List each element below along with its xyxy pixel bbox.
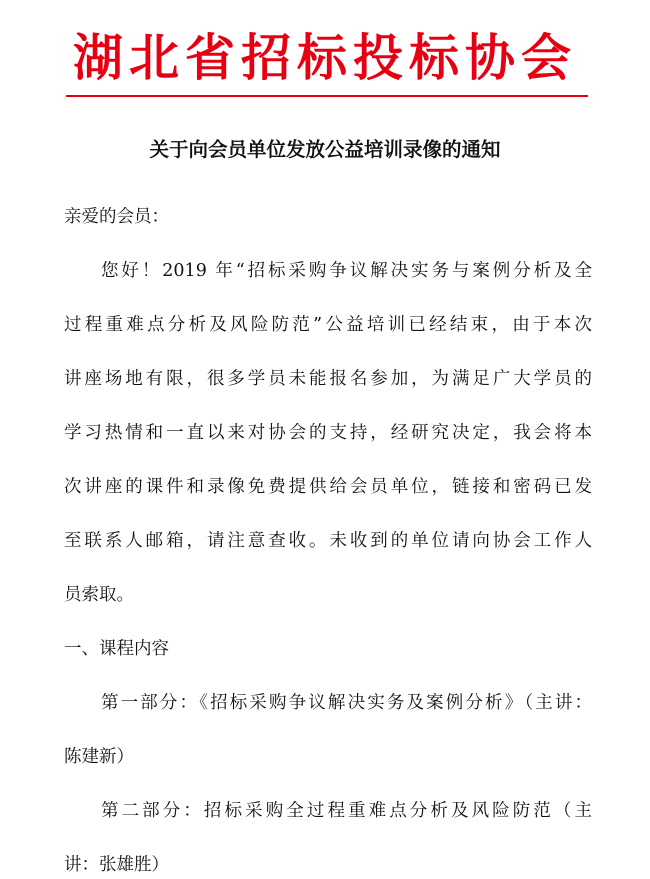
body-line: 您好！2019 年“招标采购争议解决实务与案例分析及全 xyxy=(101,261,592,281)
body-line: 员索取。 xyxy=(64,585,134,605)
body-line: 讲座场地有限，很多学员未能报名参加，为满足广大学员的 xyxy=(64,369,592,389)
part-one-line: 第一部分：《招标采购争议解决实务及案例分析》（主讲： xyxy=(101,693,592,713)
part-two-line: 第二部分：招标采购全过程重难点分析及风险防范（主 xyxy=(101,801,592,821)
salutation: 亲爱的会员： xyxy=(64,207,169,227)
masthead-red-rule xyxy=(66,95,588,97)
body-line: 至联系人邮箱，请注意查收。未收到的单位请向协会工作人 xyxy=(64,531,592,551)
masthead-org-name: 湖北省招标投标协会 xyxy=(73,29,577,87)
body-line: 过程重难点分析及风险防范”公益培训已经结束，由于本次 xyxy=(64,315,592,335)
section-heading: 一、课程内容 xyxy=(64,639,169,659)
body-line: 次讲座的课件和录像免费提供给会员单位，链接和密码已发 xyxy=(64,477,592,497)
body-line: 学习热情和一直以来对协会的支持，经研究决定，我会将本 xyxy=(64,423,592,443)
part-one-line: 陈建新） xyxy=(64,747,134,767)
notice-body xyxy=(64,204,592,879)
part-two-line: 讲：张雄胜） xyxy=(64,855,169,875)
notice-title: 关于向会员单位发放公益培训录像的通知 xyxy=(149,138,501,161)
